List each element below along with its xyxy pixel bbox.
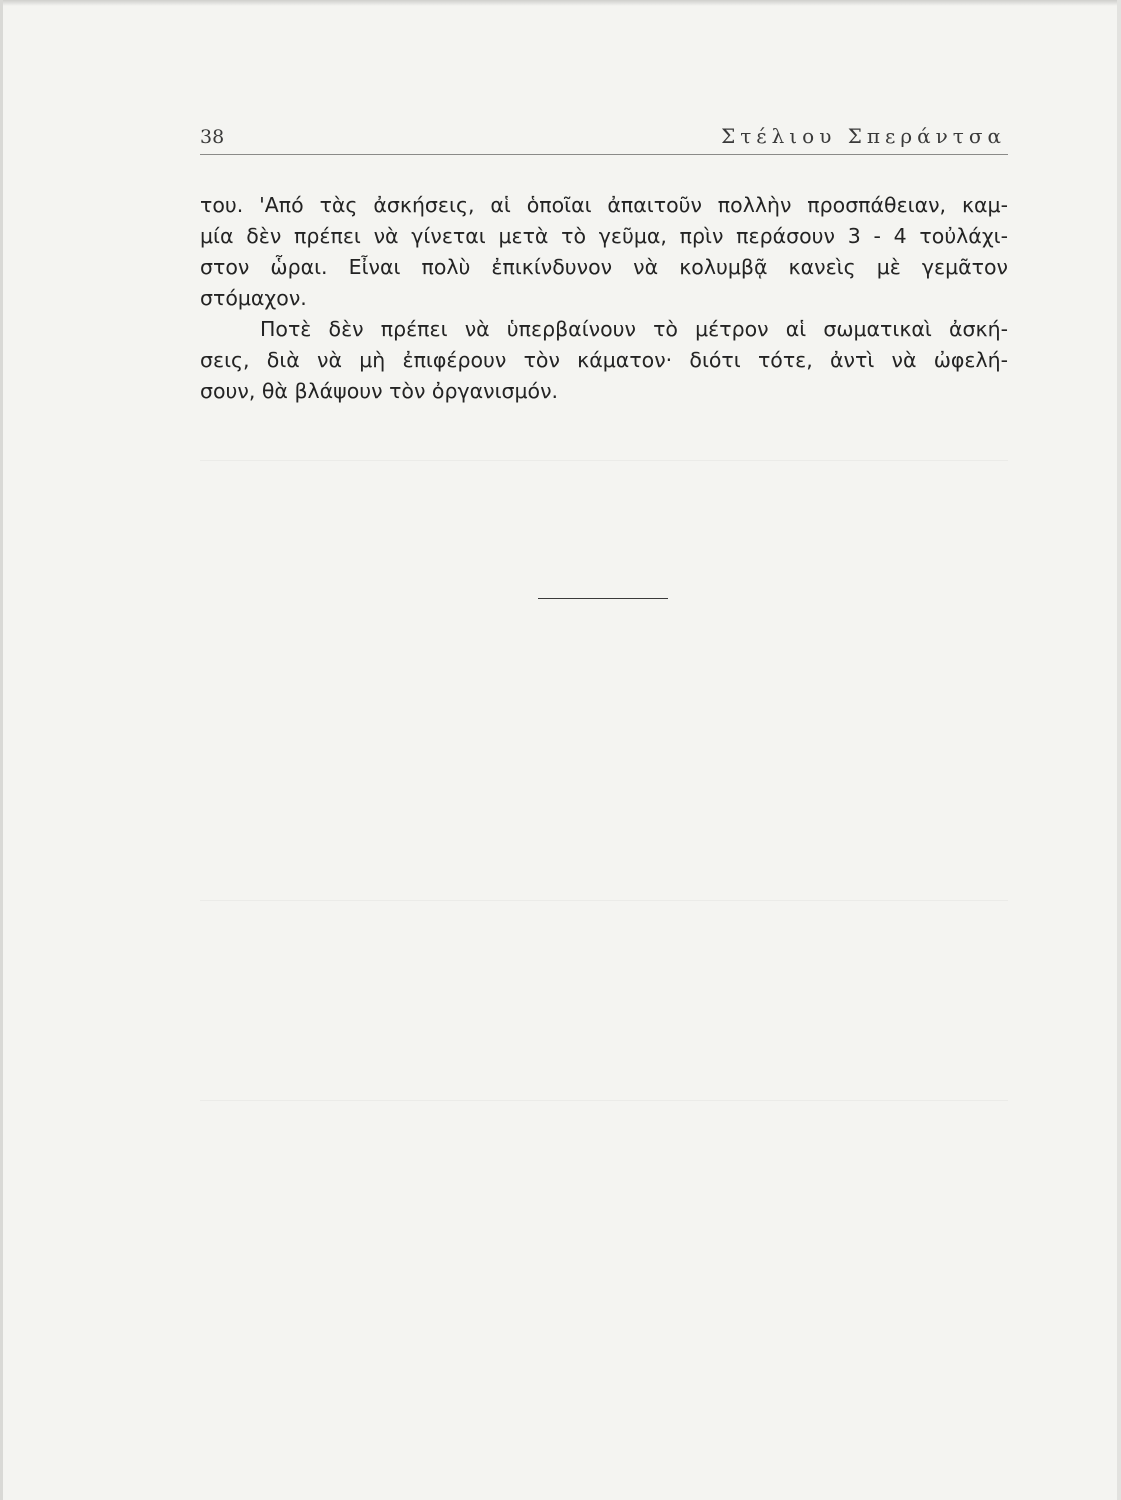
page-number: 38 — [200, 126, 225, 148]
show-through-shade — [200, 1100, 1008, 1101]
text-line: Ποτὲ δὲν πρέπει νὰ ὑπερβαίνουν τὸ μέτρον αἱ σωματικαὶ ἀσκή- — [260, 317, 1008, 341]
page-right-edge — [1117, 0, 1121, 1500]
show-through-shade — [200, 460, 1008, 461]
running-header — [200, 124, 1008, 155]
text-line: σουν, θὰ βλάψουν τὸν ὀργανισμόν. — [200, 379, 559, 403]
text-line: μία δὲν πρέπει νὰ γίνεται μετὰ τὸ γεῦμα, πρὶν περάσουν 3 - 4 τοὐλάχι- — [200, 224, 1008, 248]
page-top-edge — [3, 0, 1121, 6]
text-line: στον ὧραι. Εἶναι πολὺ ἐπικίνδυνον νὰ κολυμβᾷ κανεὶς μὲ γεμᾶτον — [200, 255, 1008, 279]
show-through-shade — [200, 900, 1008, 901]
body-text — [200, 190, 1008, 407]
text-line: στόμαχον. — [200, 286, 307, 310]
running-title: Στέλιου Σπεράντσα — [721, 124, 1006, 148]
text-line: σεις, διὰ νὰ μὴ ἐπιφέρουν τὸν κάματον· διότι τότε, ἀντὶ νὰ ὠφελή- — [200, 348, 1008, 372]
text-line: του. 'Από τὰς ἀσκήσεις, αἱ ὁποῖαι ἀπαιτοῦν πολλὴν προσπάθειαν, καμ- — [200, 193, 1008, 217]
section-separator-rule — [538, 598, 668, 599]
